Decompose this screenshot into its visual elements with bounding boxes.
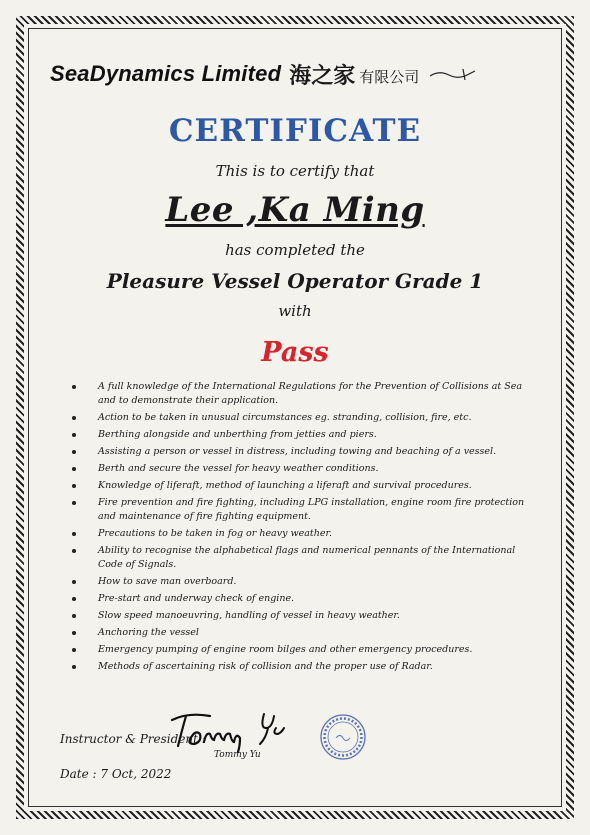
list-item — [72, 411, 527, 425]
list-item — [72, 428, 527, 442]
list-item — [72, 496, 527, 524]
skill-text: Pre-start and underway check of engine. — [98, 593, 295, 604]
skill-text: Methods of ascertaining risk of collision and the proper use of Radar. — [98, 661, 433, 672]
bullet-icon — [72, 501, 76, 505]
skill-text: Action to be taken in unusual circumstances eg. stranding, collision, fire, etc. — [98, 412, 472, 423]
bullet-icon — [72, 648, 76, 652]
company-name-chinese-suffix: 有限公司 — [359, 68, 420, 86]
bullet-icon — [72, 484, 76, 488]
bullet-icon — [72, 580, 76, 584]
bullet-icon — [72, 433, 76, 437]
bullet-icon — [72, 549, 76, 553]
list-item — [72, 609, 527, 623]
bullet-icon — [72, 385, 76, 389]
company-seal-icon — [318, 712, 368, 766]
company-header — [50, 58, 550, 90]
skills-list — [72, 380, 527, 677]
list-item — [72, 380, 527, 408]
list-item — [72, 462, 527, 476]
list-item — [72, 626, 527, 640]
bullet-icon — [72, 614, 76, 618]
skill-text: Emergency pumping of engine room bilges and other emergency procedures. — [98, 644, 473, 655]
result-pass: Pass — [261, 337, 329, 368]
skill-text: Berthing alongside and unberthing from jetties and piers. — [98, 429, 377, 440]
skill-text: Berth and secure the vessel for heavy weather conditions. — [98, 463, 379, 474]
certify-statement: This is to certify that — [215, 162, 375, 180]
skill-text: Slow speed manoeuvring, handling of vessel in heavy weather. — [98, 610, 400, 621]
skill-text: Knowledge of liferaft, method of launching a liferaft and survival procedures. — [98, 480, 472, 491]
list-item — [72, 544, 527, 572]
list-item — [72, 527, 527, 541]
bullet-icon — [72, 467, 76, 471]
skill-text: Precautions to be taken in fog or heavy weather. — [98, 528, 332, 539]
certificate-title: CERTIFICATE — [168, 113, 422, 149]
bullet-icon — [72, 416, 76, 420]
skill-text: Assisting a person or vessel in distress, including towing and beaching of a vessel. — [98, 446, 497, 457]
skill-text: Anchoring the vessel — [98, 627, 199, 638]
wave-logo-icon — [429, 66, 477, 85]
bullet-icon — [72, 532, 76, 536]
recipient-name: Lee ,Ka Ming — [165, 190, 425, 230]
company-name-english: SeaDynamics Limited — [50, 61, 282, 86]
list-item — [72, 660, 527, 674]
issue-date: Date : 7 Oct, 2022 — [60, 767, 172, 781]
list-item — [72, 479, 527, 493]
list-item — [72, 575, 527, 589]
skill-text: Fire prevention and fire fighting, including LPG installation, engine room fire protection and maintenance of fire fighting equipment. — [98, 497, 525, 522]
list-item — [72, 592, 527, 606]
bullet-icon — [72, 631, 76, 635]
company-name-chinese: 海之家 — [289, 63, 356, 89]
bullet-icon — [72, 450, 76, 454]
completed-statement: has completed the — [225, 241, 365, 259]
bullet-icon — [72, 597, 76, 601]
bullet-icon — [72, 665, 76, 669]
skill-text: Ability to recognise the alphabetical flags and numerical pennants of the International Code of Signals. — [98, 545, 516, 570]
skill-text: A full knowledge of the International Regulations for the Prevention of Collisions at Sea and to demonstrate their application. — [98, 381, 523, 406]
list-item — [72, 643, 527, 657]
with-statement: with — [278, 302, 312, 320]
skill-text: How to save man overboard. — [98, 576, 237, 587]
course-name: Pleasure Vessel Operator Grade 1 — [106, 269, 484, 293]
signer-name: Tommy Yu — [214, 750, 261, 760]
list-item — [72, 445, 527, 459]
instructor-label: Instructor & President : — [60, 732, 206, 746]
